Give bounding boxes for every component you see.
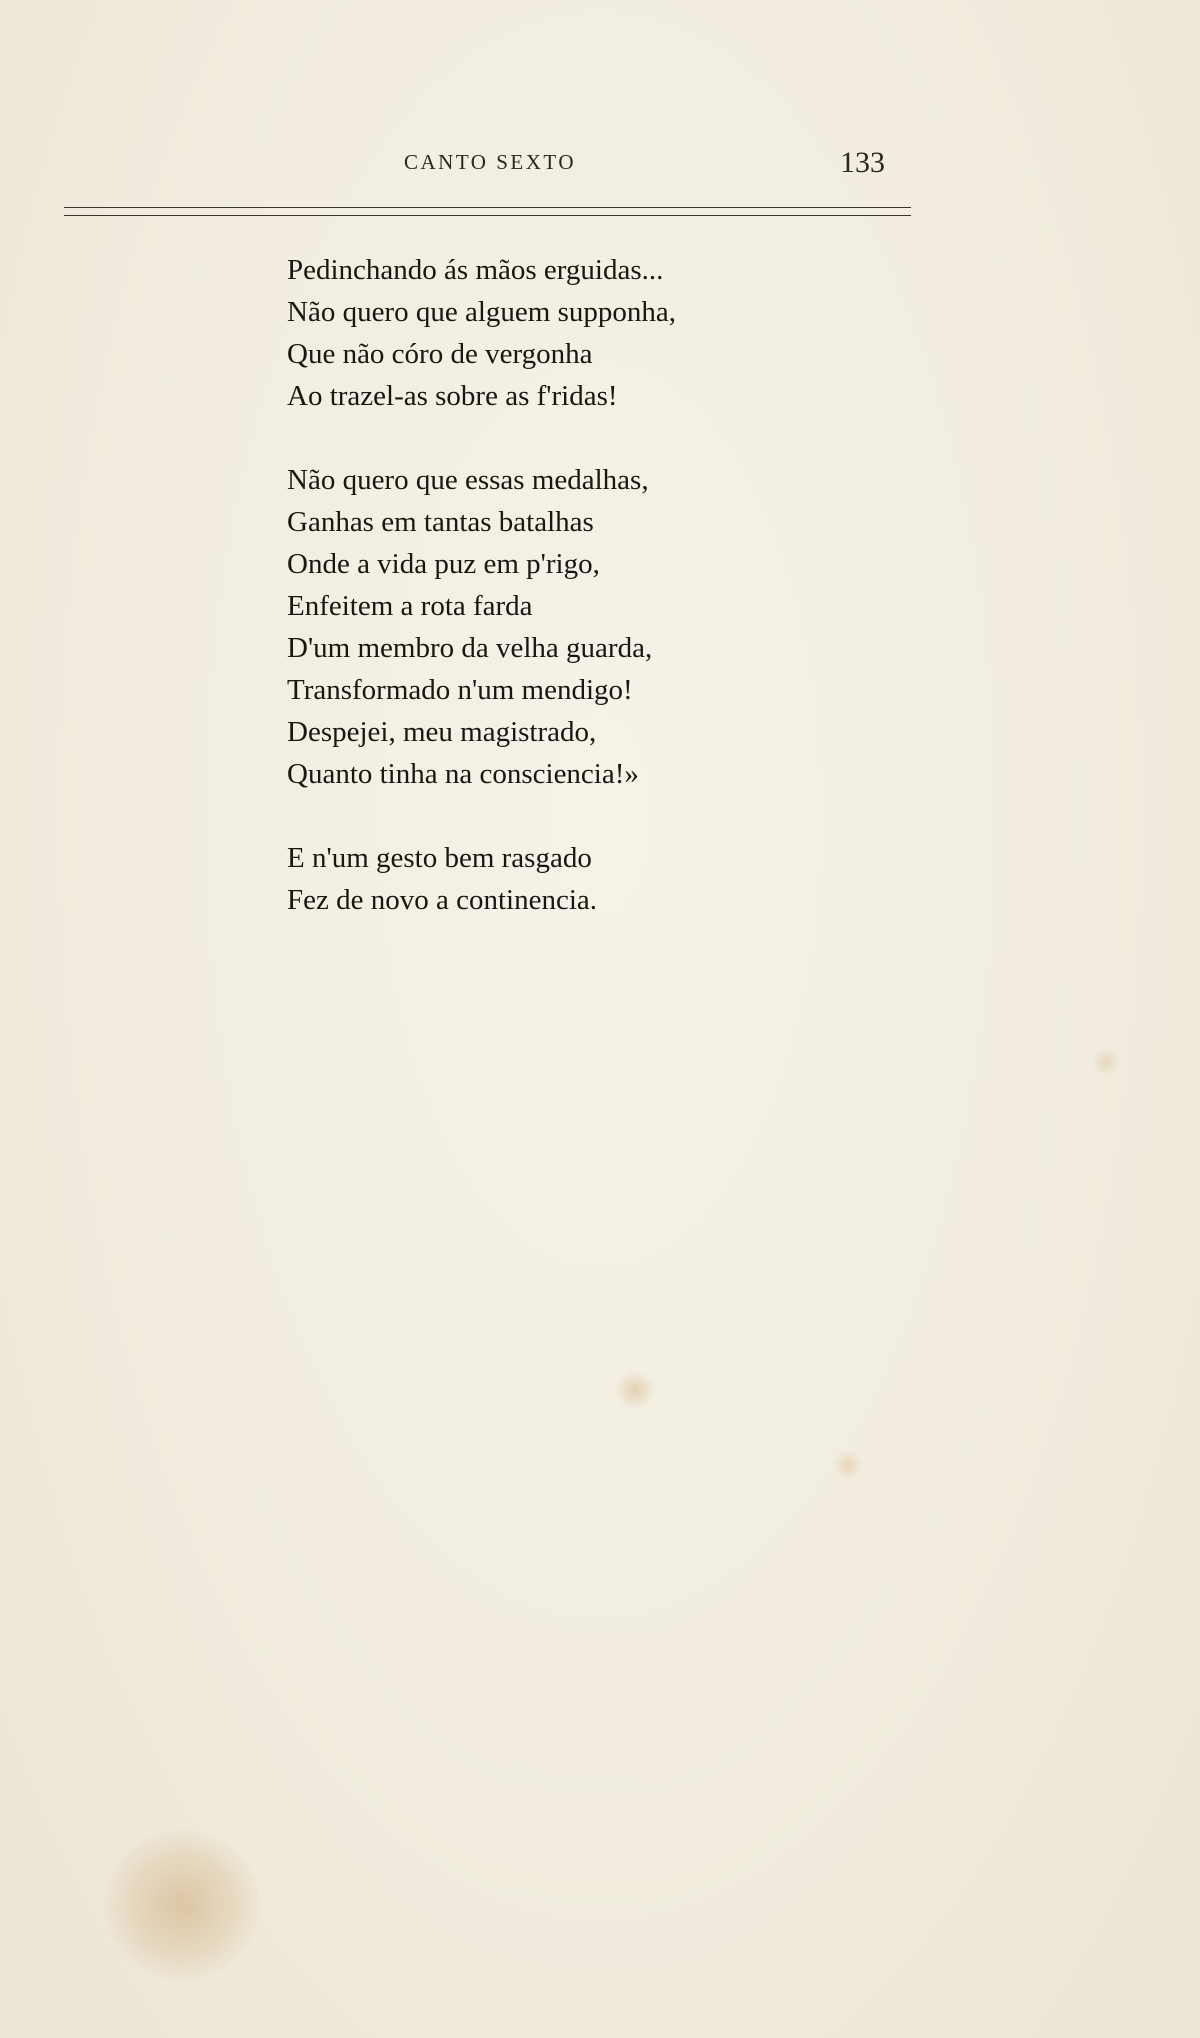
- verse-line: Não quero que alguem supponha,: [287, 296, 676, 328]
- page-number: 133: [840, 146, 885, 179]
- verse-line: Ganhas em tantas batalhas: [287, 506, 594, 538]
- verse-line: Enfeitem a rota farda: [287, 590, 533, 622]
- header-rule-top: [64, 207, 911, 208]
- paper-spot: [1092, 1048, 1120, 1076]
- verse-line: Onde a vida puz em p'rigo,: [287, 548, 600, 580]
- stanza: [287, 837, 907, 921]
- paper-stain: [105, 1830, 260, 1980]
- verse-line: Quanto tinha na consciencia!»: [287, 758, 639, 790]
- verse-line: Fez de novo a continencia.: [287, 884, 598, 916]
- running-title: CANTO SEXTO: [404, 150, 576, 174]
- verse-line: E n'um gesto bem rasgado: [287, 842, 592, 874]
- verse-line: Pedinchando ás mãos erguidas...: [287, 254, 664, 286]
- poem-body: [287, 249, 907, 963]
- header-rule-bottom: [64, 215, 911, 216]
- paper-spot: [615, 1370, 655, 1410]
- stanza: [287, 459, 907, 795]
- verse-line: Ao trazel-as sobre as f'ridas!: [287, 380, 618, 412]
- verse-line: Transformado n'um mendigo!: [287, 674, 633, 706]
- verse-line: Despejei, meu magistrado,: [287, 716, 597, 748]
- paper-spot: [833, 1450, 863, 1480]
- verse-line: D'um membro da velha guarda,: [287, 632, 653, 664]
- stanza: [287, 249, 907, 417]
- verse-line: Não quero que essas medalhas,: [287, 464, 649, 496]
- verse-line: Que não córo de vergonha: [287, 338, 593, 370]
